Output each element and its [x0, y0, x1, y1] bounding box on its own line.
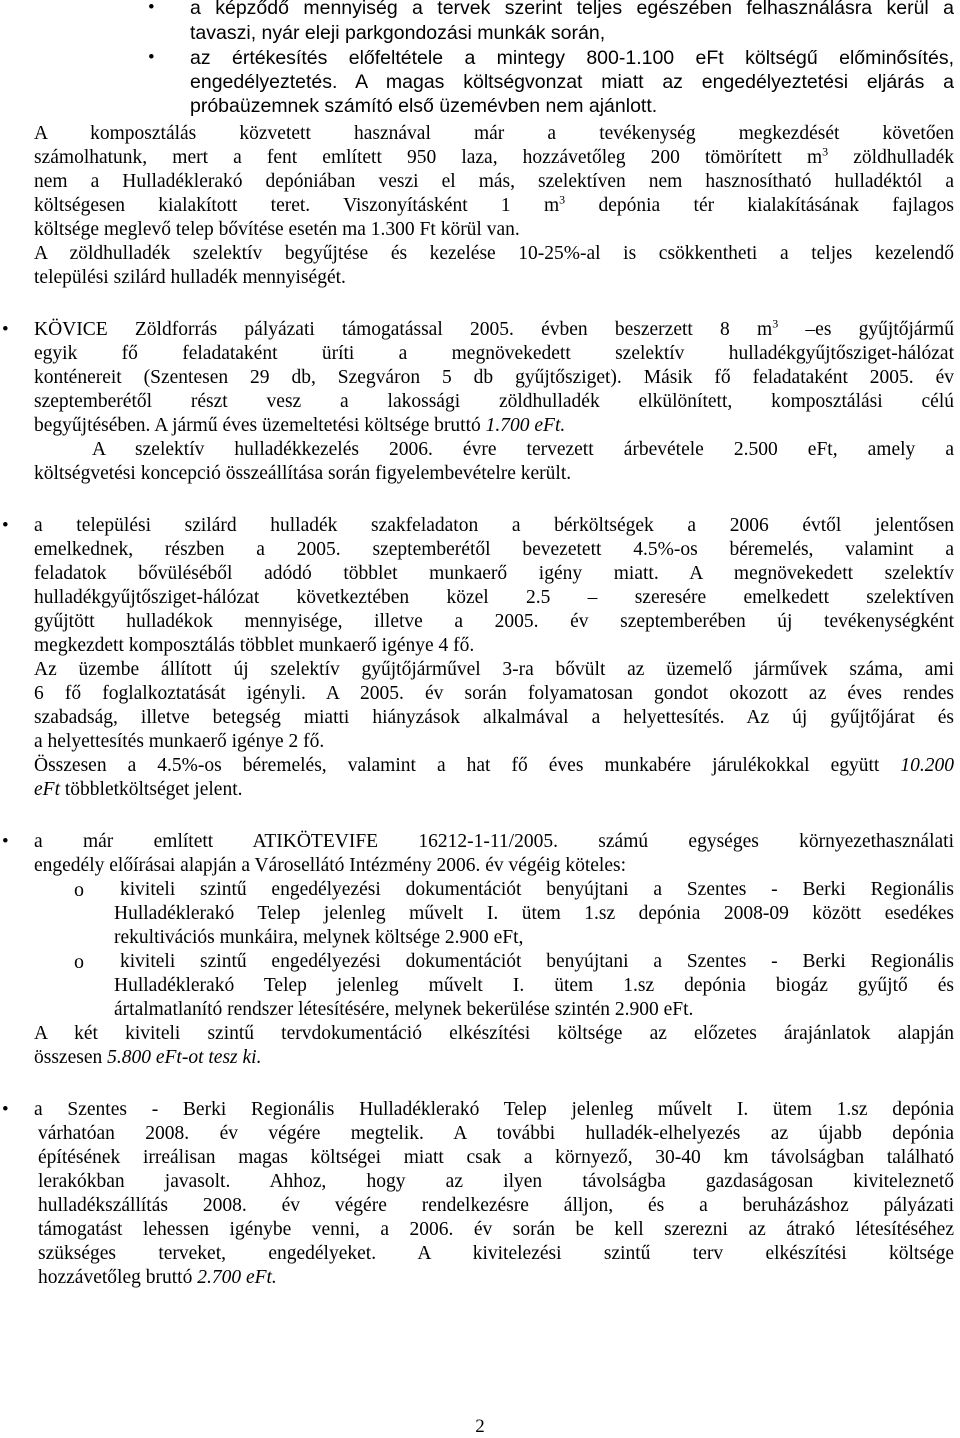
- bullet-2-line-3: próbaüzemnek számító első üzemévben nem ajánlott.: [190, 95, 658, 117]
- bullet-3-line-6: A szelektív hulladékkezelés 2006. évre tervezett árbevétele 2.500 eFt, amely a: [92, 439, 954, 460]
- bullet-3-line-2: egyik fő feladataként üríti a megnövekedett szelektív hulladékgyűjtősziget-hálózat: [34, 343, 954, 364]
- bullet-2-line-2: engedélyeztetés. A magas költségvonzat miatt az engedélyeztetési eljárás a: [190, 71, 954, 93]
- bullet-3-line-5: begyűjtésében. A jármű éves üzemeltetési költsége bruttó 1.700 eFt.: [34, 415, 566, 436]
- bullet-3-line-4: szeptemberétől részt vesz a lakossági zöldhulladék elkülönített, komposztálási célú: [34, 391, 954, 412]
- para-1-line-5: költsége meglevő telep bővítése esetén ma 1.300 Ft körül van.: [34, 219, 520, 240]
- para-1-line-3: nem a Hulladéklerakó depóniában veszi el más, szelektíven nem hasznosítható hulladéktól a: [34, 171, 954, 192]
- bullet-4-line-9: szabadság, illetve betegség miatti hiányzások alkalmával a helyettesítés. Az új gyűjtőjárat és: [34, 707, 954, 728]
- para-1-line-6: A zöldhulladék szelektív begyűjtése és kezelése 10-25%-al is csökkentheti a teljes kezelendő: [34, 243, 954, 264]
- bullet-4-line-6: megkezdett komposztálás többlet munkaerő igénye 4 fő.: [34, 635, 475, 656]
- bullet-6-line-3: építésének irreálisan magas költségei miatt csak a környező, 30-40 km távolságban található: [38, 1147, 954, 1168]
- sub-bullet-2-line-2: Hulladéklerakó Telep jelenleg művelt I. ütem 1.sz depónia biogáz gyűjtő és: [114, 975, 954, 996]
- bullet-6-line-2: várhatóan 2008. év végére megtelik. A további hulladék-elhelyezés az újabb depónia: [38, 1123, 954, 1144]
- bullet-5-line-2: engedély előírásai alapján a Városellátó Intézmény 2006. év végéig köteles:: [34, 855, 626, 876]
- sub-bullet-marker: o: [74, 951, 84, 973]
- para-1-line-2: számolhatunk, mert a fent említett 950 laza, hozzávetőleg 200 tömörített $m^3$ zöldhulladék: [34, 144, 954, 168]
- bullet-3-line-1: KÖVICE Zöldforrás pályázati támogatással 2005. évben beszerzett 8 $m^3$ –es gyűjtőjármű: [34, 316, 954, 340]
- sub-bullet-marker: o: [74, 879, 84, 901]
- bullet-6-line-1: a Szentes - Berki Regionális Hulladéklerakó Telep jelenleg művelt I. ütem 1.sz depónia: [34, 1099, 954, 1120]
- bullet-marker: •: [2, 319, 9, 340]
- para-1-line-4: költségesen kialakított teret. Viszonyításként 1 $m^3$ depónia tér kialakításának fajlagos: [34, 192, 954, 216]
- sub-bullet-2-line-1: kiviteli szintű engedélyezési dokumentációt benyújtani a Szentes - Berki Regionális: [120, 951, 954, 972]
- para-1-line-7: települési szilárd hulladék mennyiségét.: [34, 267, 346, 288]
- bullet-marker: •: [148, 0, 155, 18]
- bullet-5-line-4: összesen 5.800 eFt-ot tesz ki.: [34, 1047, 262, 1068]
- bullet-6-line-5: hulladékszállítás 2008. év végére rendelkezésre álljon, és a beruházáshoz pályázati: [38, 1195, 954, 1216]
- bullet-5-line-1: a már említett ATIKÖTEVIFE 16212-1-11/2005. számú egységes környezethasználati: [34, 831, 954, 852]
- bullet-3-line-3: konténereit (Szentesen 29 db, Szegváron 5 db gyűjtősziget). Másik fő feladataként 2005. év: [34, 367, 954, 388]
- bullet-4-line-11: Összesen a 4.5%-os béremelés, valamint a hat fő éves munkabére járulékokkal együtt 10.200: [34, 755, 954, 776]
- bullet-marker: •: [2, 1099, 9, 1120]
- bullet-4-line-5: gyűjtött hulladékok mennyisége, illetve a 2005. év szeptemberében új tevékenységként: [34, 611, 954, 632]
- bullet-1-line-1: a képződő mennyiség a tervek szerint teljes egészében felhasználásra kerül a: [190, 0, 954, 19]
- bullet-4-line-8: 6 fő foglalkoztatását igényli. A 2005. év során folyamatosan gondot okozott az éves rendes: [34, 683, 954, 704]
- page-number: 2: [475, 1416, 485, 1437]
- bullet-marker: •: [2, 831, 9, 852]
- bullet-marker: •: [148, 47, 155, 68]
- bullet-4-line-2: emelkednek, részben a 2005. szeptemberétől bevezetett 4.5%-os béremelés, valamint a: [34, 539, 954, 560]
- bullet-marker: •: [2, 515, 9, 536]
- bullet-3-line-7: költségvetési koncepció összeállítása során figyelembevételre került.: [34, 463, 572, 484]
- bullet-4-line-7: Az üzembe állított új szelektív gyűjtőjárművel 3-ra bővült az üzemelő járművek száma, ami: [34, 659, 954, 680]
- bullet-6-line-6: támogatást lehessen igénybe venni, a 2006. év során be kell szerezni az átrakó létesítéséhez: [38, 1219, 954, 1240]
- bullet-4-line-4: hulladékgyűjtősziget-hálózat következtében közel 2.5 – szeresére emelkedett szelektíven: [34, 587, 954, 608]
- bullet-4-line-12: eFt többletköltséget jelent.: [34, 779, 243, 800]
- para-1-line-1: A komposztálás közvetett hasznával már a tevékenység megkezdését követően: [34, 123, 954, 144]
- bullet-4-line-3: feladatok bővüléséből adódó többlet munkaerő igény miatt. A megnövekedett szelektív: [34, 563, 954, 584]
- sub-bullet-1-line-3: rekultivációs munkáira, melynek költsége 2.900 eFt,: [114, 927, 524, 948]
- bullet-4-line-1: a települési szilárd hulladék szakfeladaton a bérköltségek a 2006 évtől jelentősen: [34, 515, 954, 536]
- bullet-5-line-3: A két kiviteli szintű tervdokumentáció elkészítési költsége az előzetes árajánlatok alapján: [34, 1023, 954, 1044]
- sub-bullet-2-line-3: ártalmatlanító rendszer létesítésére, melynek bekerülése szintén 2.900 eFt.: [114, 999, 694, 1020]
- bullet-6-line-7: szükséges terveket, engedélyeket. A kivitelezési szintű terv elkészítési költsége: [38, 1243, 954, 1264]
- sub-bullet-1-line-2: Hulladéklerakó Telep jelenleg művelt I. ütem 1.sz depónia 2008-09 között esedékes: [114, 903, 954, 924]
- bullet-1-line-2: tavaszi, nyár eleji parkgondozási munkák során,: [190, 22, 606, 44]
- bullet-6-line-8: hozzávetőleg bruttó 2.700 eFt.: [38, 1267, 277, 1288]
- bullet-6-line-4: lerakókban javasolt. Ahhoz, hogy az ilyen távolságba gazdaságosan kiviteleznető: [38, 1171, 954, 1192]
- sub-bullet-1-line-1: kiviteli szintű engedélyezési dokumentációt benyújtani a Szentes - Berki Regionális: [120, 879, 954, 900]
- bullet-4-line-10: a helyettesítés munkaerő igénye 2 fő.: [34, 731, 325, 752]
- bullet-2-line-1: az értékesítés előfeltétele a mintegy 800-1.100 eFt költségű előminősítés,: [190, 47, 954, 69]
